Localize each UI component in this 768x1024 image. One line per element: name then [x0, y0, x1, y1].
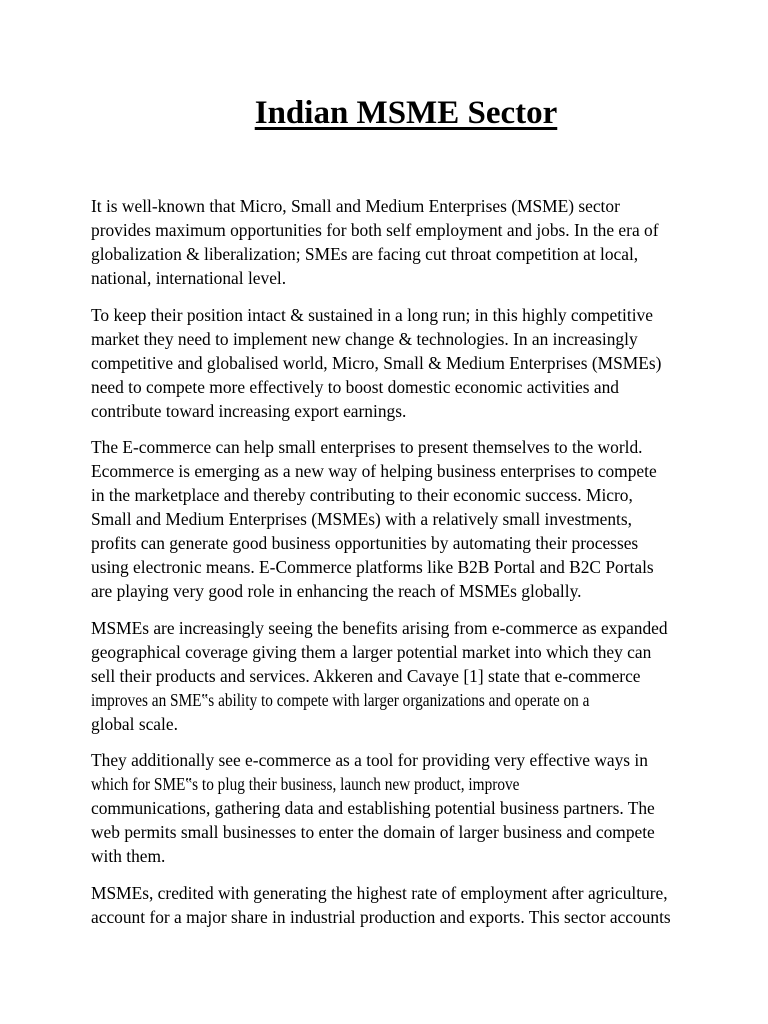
text-line: national, international level.: [91, 268, 287, 288]
quoted-text: which for SME‟s to plug their business, launch new product, improve: [91, 774, 520, 794]
text-line-quoted: [91, 688, 657, 712]
text-line: contribute toward increasing export earnings.: [91, 401, 407, 421]
text-line: MSMEs are increasingly seeing the benefits arising from e-commerce as expanded: [91, 618, 668, 638]
text-line: are playing very good role in enhancing the reach of MSMEs globally.: [91, 581, 582, 601]
text-line: provides maximum opportunities for both self employment and jobs. In the era of: [91, 220, 659, 240]
text-line: MSMEs, credited with generating the highest rate of employment after agriculture,: [91, 883, 668, 903]
text-line: sell their products and services. Akkeren and Cavaye [1] state that e-commerce: [91, 666, 641, 686]
quoted-text: improves an SME‟s ability to compete with larger organizations and operate on a: [91, 690, 590, 710]
text-line: They additionally see e-commerce as a tool for providing very effective ways in: [91, 750, 648, 770]
text-line: To keep their position intact & sustained in a long run; in this highly competitive: [91, 305, 653, 325]
text-line: Ecommerce is emerging as a new way of helping business enterprises to compete: [91, 461, 657, 481]
document-title: Indian MSME Sector: [254, 95, 558, 131]
text-line: market they need to implement new change & technologies. In an increasingly: [91, 329, 638, 349]
text-line: geographical coverage giving them a larger potential market into which they can: [91, 642, 652, 662]
text-line: web permits small businesses to enter the domain of larger business and compete: [91, 822, 655, 842]
text-line: in the marketplace and thereby contributing to their economic success. Micro,: [91, 485, 633, 505]
text-line: with them.: [91, 846, 166, 866]
text-line: using electronic means. E-Commerce platforms like B2B Portal and B2C Portals: [91, 557, 654, 577]
text-line: communications, gathering data and establishing potential business partners. The: [91, 798, 655, 818]
text-line: It is well-known that Micro, Small and Medium Enterprises (MSME) sector: [91, 196, 620, 216]
text-line: global scale.: [91, 714, 178, 734]
text-line: profits can generate good business opportunities by automating their processes: [91, 533, 639, 553]
text-line: The E-commerce can help small enterprises to present themselves to the world.: [91, 437, 643, 457]
text-line: need to compete more effectively to boost domestic economic activities and: [91, 377, 619, 397]
text-line: account for a major share in industrial production and exports. This sector accounts: [91, 907, 671, 927]
text-line: competitive and globalised world, Micro, Small & Medium Enterprises (MSMEs): [91, 353, 662, 373]
text-line: Small and Medium Enterprises (MSMEs) with a relatively small investments,: [91, 509, 632, 529]
text-line: globalization & liberalization; SMEs are facing cut throat competition at local,: [91, 244, 639, 264]
text-line-quoted: [91, 772, 578, 796]
